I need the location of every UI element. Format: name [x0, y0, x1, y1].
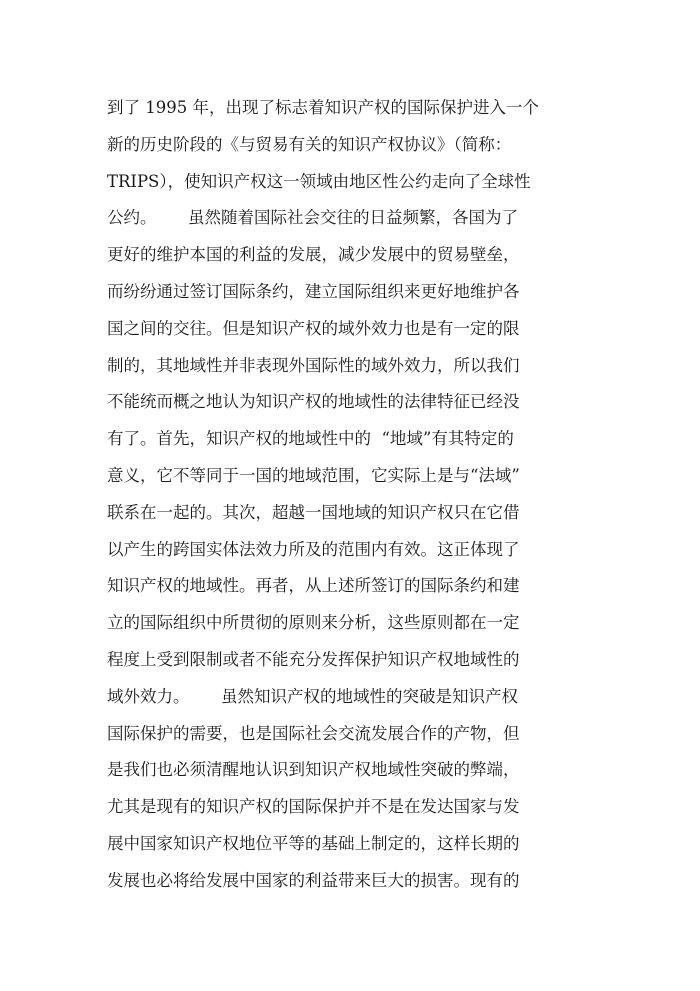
text-line-5: 更好的维护本国的利益的发展，减少发展中的贸易壁垒， [107, 245, 520, 265]
text-line-7: 国之间的交往。但是知识产权的域外效力也是有一定的限 [107, 318, 520, 338]
text-line-17: 域外效力。 虽然知识产权的地域性的突破是知识产权 [107, 686, 518, 706]
text-line-9: 不能统而概之地认为知识产权的地域性的法律特征已经没 [107, 392, 520, 412]
text-line-19: 是我们也必须清醒地认识到知识产权地域性突破的弊端， [107, 760, 520, 780]
text-line-4: 公约。 虽然随着国际社会交往的日益频繁，各国为了 [107, 208, 518, 228]
text-line-11: 意义，它不等同于一国的地域范围，它实际上是与“法域” [107, 465, 520, 485]
text-line-8: 制的，其地域性并非表现外国际性的域外效力，所以我们 [107, 355, 520, 375]
text-line-1: 到了 1995 年，出现了标志着知识产权的国际保护进入一个 [107, 98, 539, 117]
text-line-13: 以产生的跨国实体法效力所及的范围内有效。这正体现了 [107, 539, 520, 559]
text-line-14: 知识产权的地域性。再者，从上述所签订的国际条约和建 [107, 576, 520, 596]
text-line-15: 立的国际组织中所贯彻的原则来分析，这些原则都在一定 [107, 613, 520, 633]
text-line-20: 尤其是现有的知识产权的国际保护并不是在发达国家与发 [107, 797, 520, 817]
text-line-2: 新的历史阶段的《与贸易有关的知识产权协议》（简称： [107, 134, 512, 154]
text-line-10: 有了。首先，知识产权的地域性中的 “地域”有其特定的 [107, 429, 514, 449]
text-line-3: TRIPS），使知识产权这一领域由地区性公约走向了全球性 [107, 171, 531, 191]
body-text [107, 90, 587, 900]
text-line-21: 展中国家知识产权地位平等的基础上制定的，这样长期的 [107, 833, 520, 853]
text-line-22: 发展也必将给发展中国家的利益带来巨大的损害。现有的 [107, 870, 520, 890]
text-line-12: 联系在一起的。其次，超越一国地域的知识产权只在它借 [107, 502, 520, 522]
text-line-16: 程度上受到限制或者不能充分发挥保护知识产权地域性的 [107, 649, 520, 669]
text-line-18: 国际保护的需要，也是国际社会交流发展合作的产物，但 [107, 723, 520, 743]
text-line-6: 而纷纷通过签订国际条约，建立国际组织来更好地维护各 [107, 281, 520, 301]
